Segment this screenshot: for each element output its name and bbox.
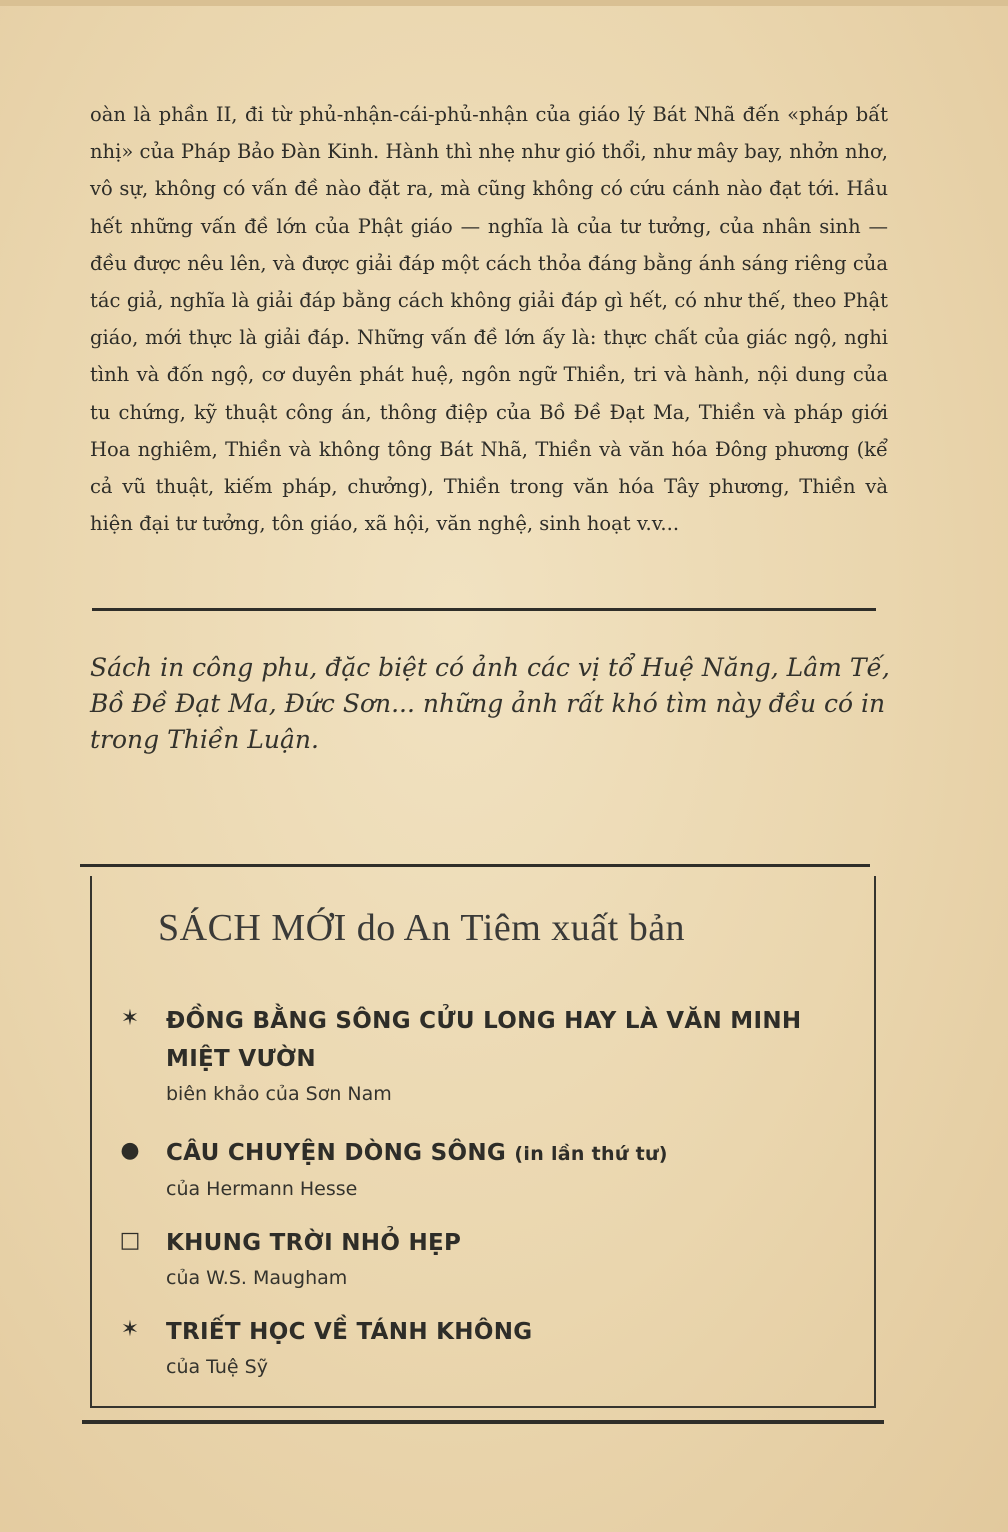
new-books-list [110, 1002, 850, 1402]
book-item [110, 1224, 850, 1294]
box-top-rule [80, 864, 870, 867]
book-item [110, 1002, 850, 1110]
section-divider-top [92, 608, 876, 611]
new-books-heading: SÁCH MỚI do An Tiêm xuất bản [158, 907, 686, 949]
star-bullet-icon: ✶ [120, 1317, 140, 1342]
page-top-edge [0, 0, 1008, 6]
box-bottom-rule [82, 1420, 884, 1424]
body-paragraph: oàn là phần II, đi từ phủ-nhận-cái-phủ-nhận của giáo lý Bát Nhã đến «pháp bất nhị» của Pháp Bảo Đàn Kinh. Hành thì nhẹ như gió thổi, như mây bay, nhởn nhơ, vô sự, không có vấn đề nào đặt ra, mà cũng không có cứu cánh nào đạt tới. Hầu hết những vấn đề lớn của Phật giáo — nghĩa là của tư tưởng, của nhân sinh — đều được nêu lên, và được giải đáp một cách thỏa đáng bằng ánh sáng riêng của tác giả, nghĩa là giải đáp bằng cách không giải đáp gì hết, có như thế, theo Phật giáo, mới thực là giải đáp. Những vấn đề lớn ấy là: thực chất của giác ngộ, nghi tình và đốn ngộ, cơ duyên phát huệ, ngôn ngữ Thiền, tri và hành, nội dung của tu chứng, kỹ thuật công án, thông điệp của Bồ Đề Đạt Ma, Thiền và pháp giới Hoa nghiêm, Thiền và không tông Bát Nhã, Thiền và văn hóa Đông phương (kể cả vũ thuật, kiếm pháp, chưởng), Thiền trong văn hóa Tây phương, Thiền và hiện đại tư tưởng, tôn giáo, xã hội, văn nghệ, sinh hoạt v.v... [90, 103, 888, 536]
book-title: CÂU CHUYỆN DÒNG SÔNG [166, 1140, 507, 1166]
book-author: biên khảo của Sơn Nam [166, 1083, 392, 1105]
star-bullet-icon: ✶ [120, 1006, 140, 1031]
book-author: của Tuệ Sỹ [166, 1356, 268, 1378]
book-title-row [166, 1134, 850, 1173]
book-title: KHUNG TRỜI NHỎ HẸP [166, 1230, 462, 1256]
book-author: của W.S. Maugham [166, 1267, 348, 1289]
book-item [110, 1134, 850, 1205]
dot-bullet-icon: ● [120, 1138, 140, 1163]
book-title: TRIẾT HỌC VỀ TÁNH KHÔNG [166, 1319, 533, 1345]
book-edition-note: (in lần thứ tư) [514, 1143, 668, 1165]
square-bullet-icon: □ [119, 1228, 141, 1253]
book-author: của Hermann Hesse [166, 1178, 358, 1200]
book-item [110, 1313, 850, 1383]
book-title: ĐỒNG BẰNG SÔNG CỬU LONG HAY LÀ VĂN MINH MIỆT VƯỜN [166, 1008, 802, 1072]
photo-note: Sách in công phu, đặc biệt có ảnh các vị tổ Huệ Năng, Lâm Tế, Bồ Đề Đạt Ma, Đức Sơn... những ảnh rất khó tìm này đều có in trong Thiền Luận. [90, 653, 890, 754]
